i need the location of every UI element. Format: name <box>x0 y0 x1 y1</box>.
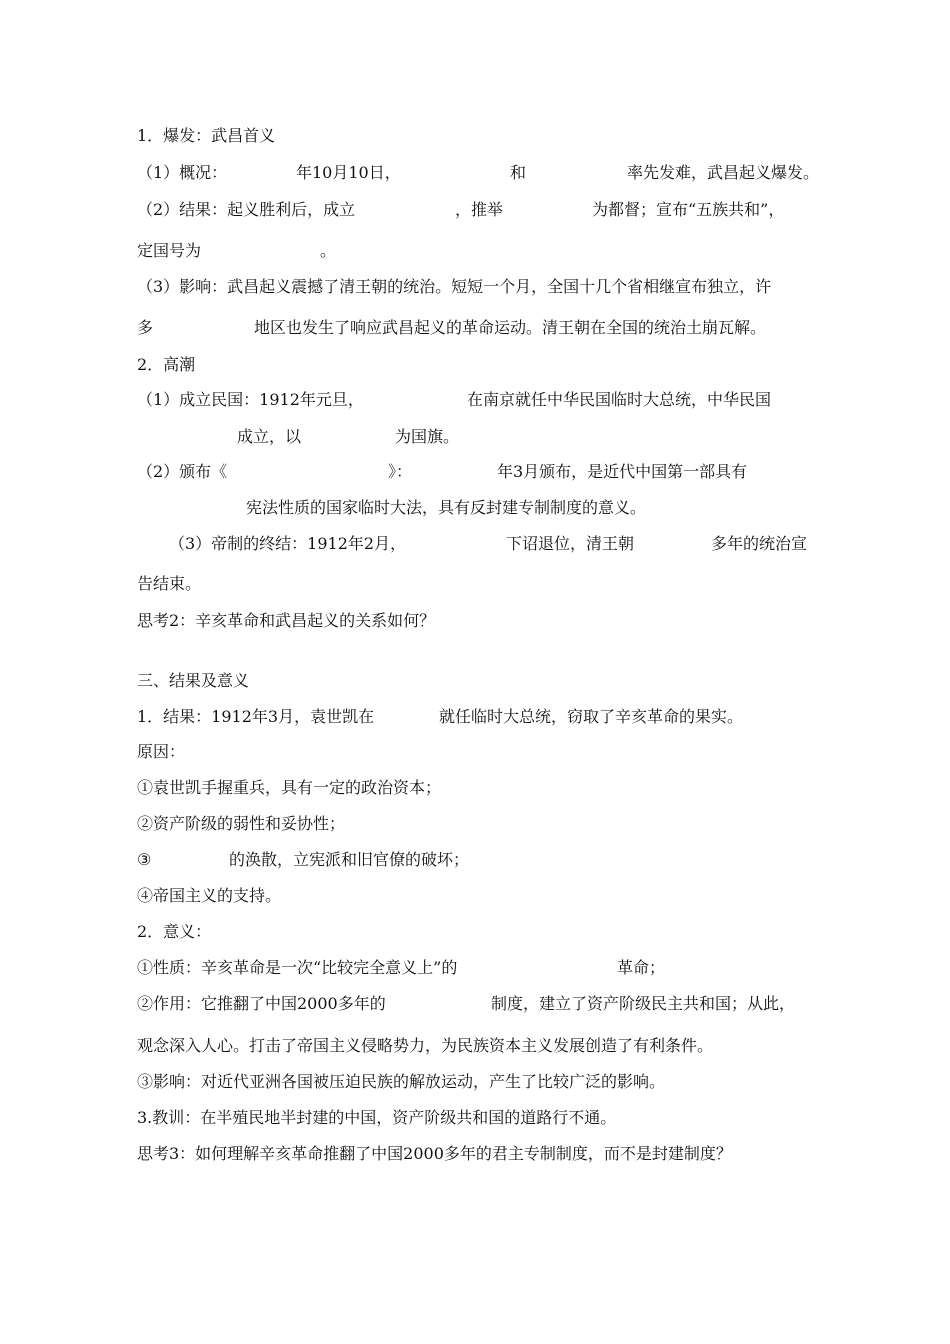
overview-line: （1）概况： 年10月10日， 和 率先发难，武昌起义爆发。 <box>137 163 820 182</box>
impact-line: （3）影响：武昌起义震撼了清王朝的统治。短短一个月，全国十几个省相继宣布独立，许 <box>137 277 772 296</box>
outcome-line: 1．结果：1912年3月，袁世凯在 就任临时大总统，窃取了辛亥革命的果实。 <box>137 707 744 726</box>
reasons-label: 原因： <box>137 742 186 761</box>
heading-climax: 2．高潮 <box>137 355 196 374</box>
republic-line-cont: 成立，以 为国旗。 <box>237 427 460 446</box>
think-3: 思考3：如何理解辛亥革命推翻了中国2000多年的君主专制制度，而不是封建制度？ <box>137 1144 732 1163</box>
meaning-label: 2．意义： <box>137 922 212 941</box>
meaning-nature: ①性质：辛亥革命是一次“比较完全意义上”的 革命； <box>137 958 666 977</box>
meaning-function: ②作用：它推翻了中国2000多年的 制度，建立了资产阶级民主共和国；从此， <box>137 994 796 1013</box>
republic-line: （1）成立民国：1912年元旦， 在南京就任中华民国临时大总统，中华民国 <box>137 390 772 409</box>
section-3-heading: 三、结果及意义 <box>137 671 250 690</box>
heading-outbreak: 1．爆发：武昌首义 <box>137 126 276 145</box>
lesson-line: 3.教训：在半殖民地半封建的中国，资产阶级共和国的道路行不通。 <box>137 1108 617 1127</box>
meaning-influence: ③影响：对近代亚洲各国被压迫民族的解放运动，产生了比较广泛的影响。 <box>137 1072 666 1091</box>
reason-2: ②资产阶级的弱性和妥协性； <box>137 814 346 833</box>
reason-1: ①袁世凯手握重兵，具有一定的政治资本； <box>137 778 442 797</box>
law-line: （2）颁布《 》： 年3月颁布，是近代中国第一部具有 <box>137 462 748 481</box>
reason-4: ④帝国主义的支持。 <box>137 886 282 905</box>
result-line: （2）结果：起义胜利后，成立 ，推举 为都督；宣布“五族共和”， <box>137 200 785 219</box>
impact-line-cont: 多 地区也发生了响应武昌起义的革命运动。清王朝在全国的统治土崩瓦解。 <box>137 318 767 337</box>
end-of-empire-line-cont: 告结束。 <box>137 574 202 593</box>
law-line-cont: 宪法性质的国家临时大法，具有反封建专制制度的意义。 <box>246 498 647 517</box>
result-line-cont: 定国号为 。 <box>137 241 337 260</box>
think-2: 思考2：辛亥革命和武昌起义的关系如何？ <box>137 611 436 630</box>
reason-3: ③ 的涣散，立宪派和旧官僚的破坏； <box>137 850 470 869</box>
end-of-empire-line: （3）帝制的终结：1912年2月， 下诏退位，清王朝 多年的统治宣 <box>169 534 808 553</box>
meaning-function-cont: 观念深入人心。打击了帝国主义侵略势力，为民族资本主义发展创造了有利条件。 <box>137 1036 714 1055</box>
